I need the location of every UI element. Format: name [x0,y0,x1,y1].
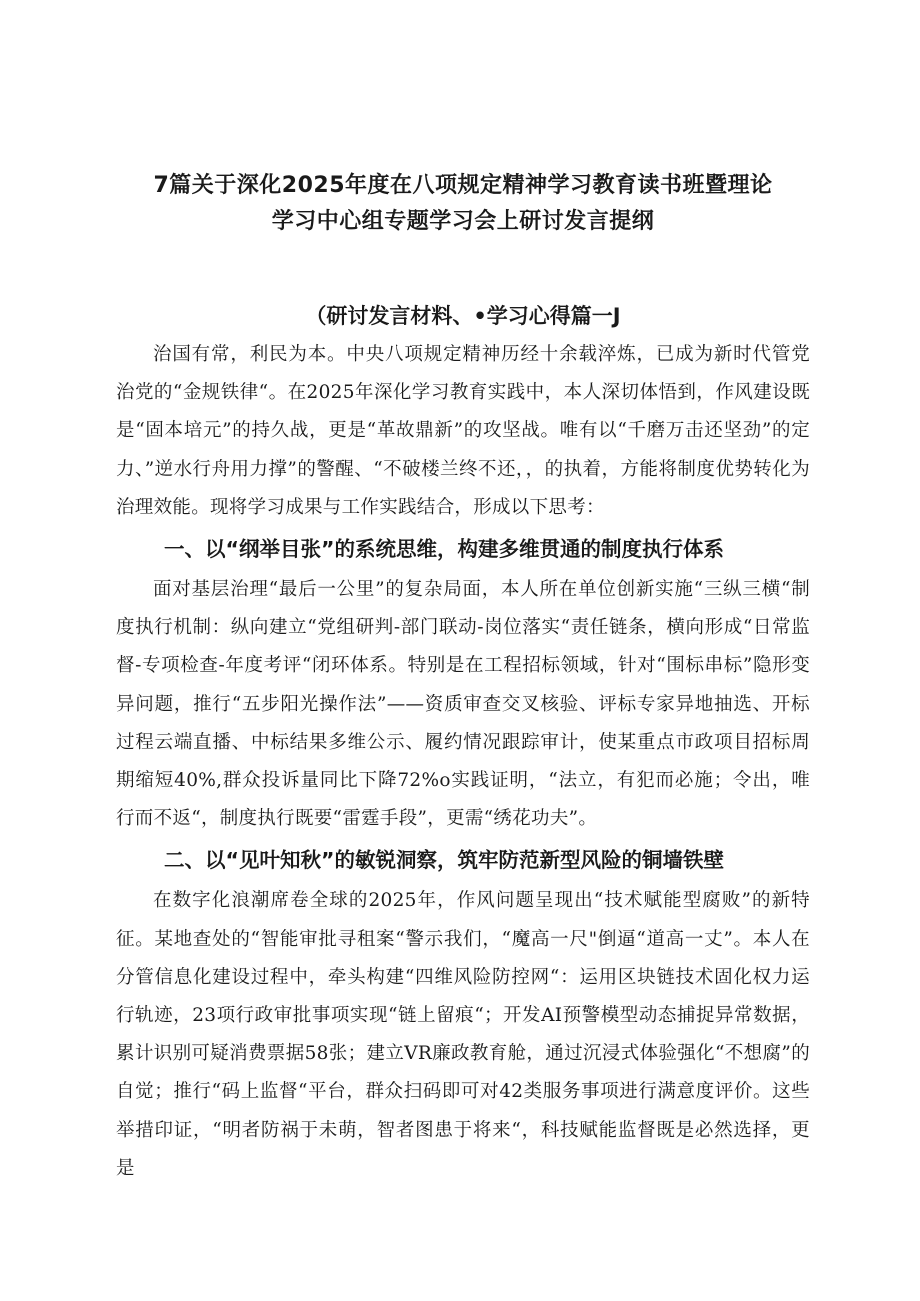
document-title-line-2: 学习中心组专题学习会上研讨发言提纲 [271,209,655,234]
section-1-paragraph: 面对基层治理“最后一公里”的复杂局面，本人所在单位创新实施“三纵三横“制度执行机制：纵向建立“党组研判-部门联动-岗位落实“责任链条，横向形成“日常监督-专项检查-年度考评“闭环体系。特别是在工程招标领域，针对“围标串标”隐形变异问题，推行“五步阳光操作法”——资质审查交叉核验、评标专家异地抽选、开标过程云端直播、中标结果多维公示、履约情况跟踪审计，使某重点市政项目招标周期缩短40%,群众投诉量同比下降72%o实践证明，“法立，有犯而必施；令出，唯行而不返“，制度执行既要“雷霆手段”，更需“绣花功夫”。 [116,579,810,830]
section-2-heading: 二、以“见叶知秋”的敏锐洞察，筑牢防范新型风险的铜墙铁壁 [164,848,724,873]
section-1-heading: 一、以“纲举目张”的系统思维，构建多维贯通的制度执行体系 [164,537,724,562]
document-title-line-1: 7篇关于深化2025年度在八项规定精神学习教育读书班暨理论 [153,173,773,198]
intro-paragraph: 治国有常，利民为本。中央八项规定精神历经十余载淬炼，已成为新时代管党治党的“金规铁律“。在2025年深化学习教育实践中，本人深切体悟到，作风建设既是“固本培元”的持久战，更是“革故鼎新”的攻坚战。唯有以“千磨万击还坚劲”的定力、”逆水行舟用力撑”的警醒、“不破楼兰终不还，，的执着，方能将制度优势转化为治理效能。现将学习成果与工作实践结合，形成以下思考： [116,344,810,518]
section-2-paragraph: 在数字化浪潮席卷全球的2025年，作风问题呈现出“技术赋能型腐败”的新特征。某地查处的“智能审批寻租案“警示我们，“魔高一尺"倒逼“道高一丈”。本人在分管信息化建设过程中，牵头构建“四维风险防控网“：运用区块链技术固化权力运行轨迹，23项行政审批事项实现“链上留痕“；开发AI预警模型动态捕捉异常数据，累计识别可疑消费票据58张；建立VR廉政教育舱，通过沉浸式体验强化“不想腐”的自觉；推行“码上监督“平台，群众扫码即可对42类服务事项进行满意度评价。这些举措印证，“明者防祸于未萌，智者图患于将来“，科技赋能监督既是必然选择，更是 [116,890,810,1179]
document-subtitle: （研讨发言材料、•学习心得篇一J [305,304,621,328]
